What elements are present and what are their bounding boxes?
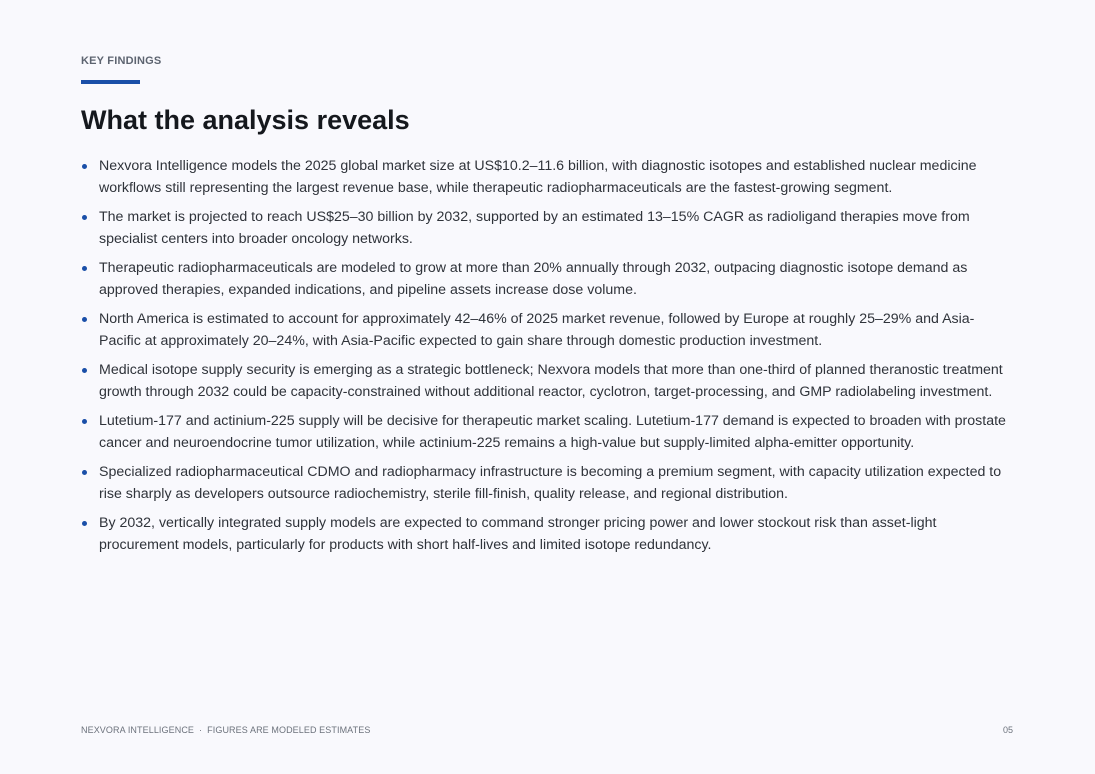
finding-text: North America is estimated to account for approximately 42–46% of 2025 market revenue, followed by Europe at roughly 25–29% and Asia-Pacific at approximately 20–24%, with Asia-Pacific expected to gain share through domestic production investment.	[99, 311, 975, 349]
footer-note	[81, 725, 370, 735]
footer-brand: NEXVORA INTELLIGENCE	[81, 725, 195, 735]
bullet-icon	[82, 521, 87, 526]
footer-separator: ·	[199, 725, 203, 735]
section-kicker: KEY FINDINGS	[81, 55, 162, 67]
bullet-icon	[82, 266, 87, 271]
bullet-icon	[82, 470, 87, 475]
list-item	[81, 206, 1013, 250]
list-item	[81, 461, 1013, 505]
list-item	[81, 155, 1013, 199]
bullet-icon	[82, 419, 87, 424]
bullet-icon	[82, 317, 87, 322]
accent-rule	[81, 80, 140, 84]
footer-disclaimer: FIGURES ARE MODELED ESTIMATES	[207, 725, 371, 735]
list-item	[81, 257, 1013, 301]
bullet-icon	[82, 164, 87, 169]
finding-text: Medical isotope supply security is emerging as a strategic bottleneck; Nexvora models that more than one-third of planned theranostic treatment growth through 2032 could be capacity-constrained without additional reactor, cyclotron, target-processing, and GMP radiolabeling investment.	[99, 362, 1003, 400]
finding-text: Lutetium-177 and actinium-225 supply will be decisive for therapeutic market scaling. Lutetium-177 demand is expected to broaden with prostate cancer and neuroendocrine tumor utilization, while actinium-225 remains a high-value but supply-limited alpha-emitter opportunity.	[99, 413, 1006, 451]
list-item	[81, 359, 1013, 403]
finding-text: Specialized radiopharmaceutical CDMO and radiopharmacy infrastructure is becoming a premium segment, with capacity utilization expected to rise sharply as developers outsource radiochemistry, sterile fill-finish, quality release, and regional distribution.	[99, 464, 1002, 502]
finding-text: Nexvora Intelligence models the 2025 global market size at US$10.2–11.6 billion, with diagnostic isotopes and established nuclear medicine workflows still representing the largest revenue base, while therapeutic radiopharmaceuticals are the fastest-growing segment.	[99, 158, 977, 196]
list-item	[81, 512, 1013, 556]
bullet-icon	[82, 215, 87, 220]
page-number: 05	[1002, 725, 1013, 735]
finding-text: By 2032, vertically integrated supply models are expected to command stronger pricing power and lower stockout risk than asset-light procurement models, particularly for products with short half-lives and limited isotope redundancy.	[99, 515, 937, 553]
bullet-icon	[82, 368, 87, 373]
finding-text: The market is projected to reach US$25–30 billion by 2032, supported by an estimated 13–15% CAGR as radioligand therapies move from specialist centers into broader oncology networks.	[99, 209, 970, 247]
page-title: What the analysis reveals	[81, 105, 410, 135]
list-item	[81, 308, 1013, 352]
findings-list	[81, 155, 1013, 563]
finding-text: Therapeutic radiopharmaceuticals are modeled to grow at more than 20% annually through 2032, outpacing diagnostic isotope demand as approved therapies, expanded indications, and pipeline assets increase dose volume.	[99, 260, 968, 298]
list-item	[81, 410, 1013, 454]
